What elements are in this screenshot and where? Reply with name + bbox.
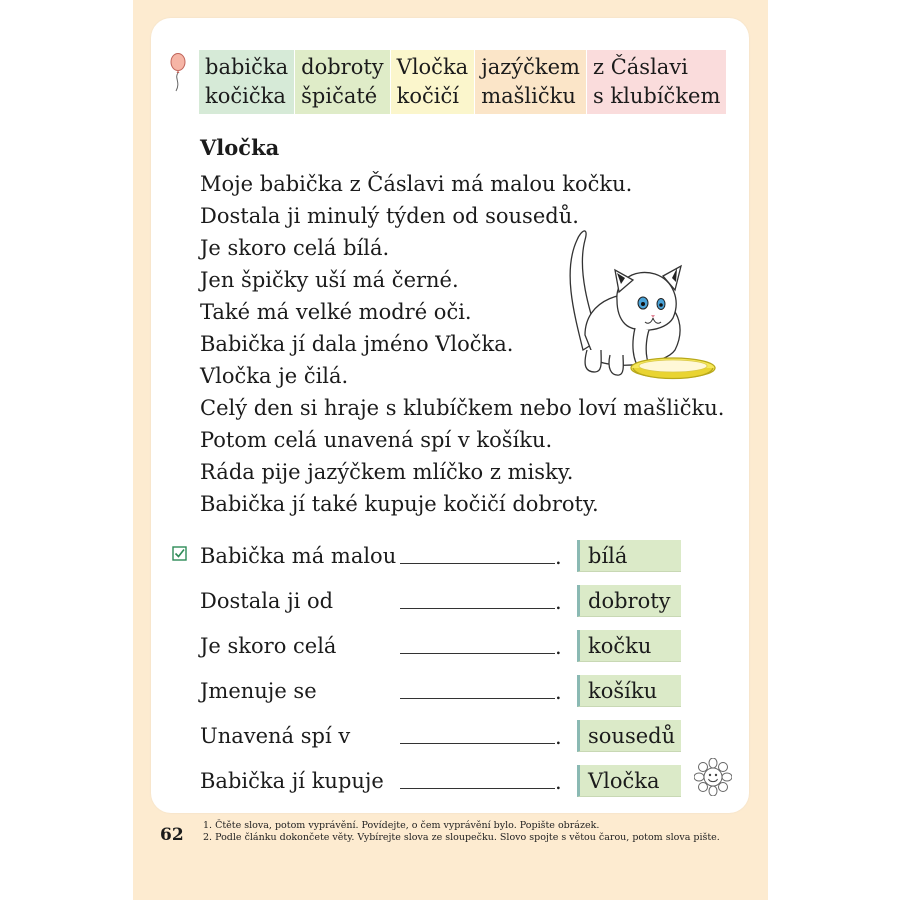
answer-blank[interactable] bbox=[400, 586, 562, 617]
answer-word[interactable]: kočku bbox=[577, 630, 681, 662]
blank-line[interactable] bbox=[400, 721, 555, 744]
word: špičaté bbox=[301, 84, 378, 108]
word: dobroty bbox=[301, 55, 384, 79]
answer-word[interactable]: bílá bbox=[577, 540, 681, 572]
instruction-line: 1. Čtěte slova, potom vyprávění. Povídejte, o čem vyprávění bylo. Popište obrázek. bbox=[203, 820, 600, 831]
blank-period: . bbox=[555, 590, 562, 614]
word-cell bbox=[199, 50, 294, 114]
page-number: 62 bbox=[160, 825, 184, 845]
word-cell bbox=[587, 50, 726, 114]
blank-line[interactable] bbox=[400, 766, 555, 789]
word: s klubíčkem bbox=[592, 84, 721, 108]
exercise-sentence: Babička jí kupuje bbox=[200, 769, 384, 793]
blank-line[interactable] bbox=[400, 586, 555, 609]
answer-word[interactable]: sousedů bbox=[577, 720, 681, 752]
checkbox-icon bbox=[172, 546, 187, 561]
blank-period: . bbox=[555, 725, 562, 749]
blank-line[interactable] bbox=[400, 631, 555, 654]
answer-blank[interactable] bbox=[400, 541, 562, 572]
answer-blank[interactable] bbox=[400, 721, 562, 752]
word: jazýčkem bbox=[481, 55, 580, 79]
blank-period: . bbox=[555, 770, 562, 794]
story-line: Ráda pije jazýčkem mlíčko z misky. bbox=[200, 460, 574, 484]
word-cell bbox=[295, 50, 390, 114]
story-line: Vločka je čilá. bbox=[200, 364, 349, 388]
story-title: Vločka bbox=[200, 135, 280, 160]
story-line: Babička jí dala jméno Vločka. bbox=[200, 332, 514, 356]
answer-blank[interactable] bbox=[400, 631, 562, 662]
story-line: Potom celá unavená spí v košíku. bbox=[200, 428, 553, 452]
story-line: Celý den si hraje s klubíčkem nebo loví mašličku. bbox=[200, 396, 725, 420]
answer-word[interactable]: košíku bbox=[577, 675, 681, 707]
word: z Čáslavi bbox=[592, 55, 688, 79]
answer-word[interactable]: dobroty bbox=[577, 585, 681, 617]
word: Vločka bbox=[396, 55, 469, 79]
exercise-sentence: Jmenuje se bbox=[200, 679, 317, 703]
word-table bbox=[199, 50, 727, 114]
word: kočička bbox=[205, 84, 286, 108]
word-cell bbox=[391, 50, 475, 114]
word: mašličku bbox=[481, 84, 576, 108]
blank-line[interactable] bbox=[400, 676, 555, 699]
exercise-sentence: Je skoro celá bbox=[200, 634, 337, 658]
answer-word[interactable]: Vločka bbox=[577, 765, 681, 797]
blank-line[interactable] bbox=[400, 541, 555, 564]
story-line: Moje babička z Čáslavi má malou kočku. bbox=[200, 172, 633, 196]
story-line: Je skoro celá bílá. bbox=[200, 236, 390, 260]
answer-blank[interactable] bbox=[400, 766, 562, 797]
answer-blank[interactable] bbox=[400, 676, 562, 707]
blank-period: . bbox=[555, 680, 562, 704]
cat-illustration bbox=[555, 200, 720, 390]
story-line: Babička jí také kupuje kočičí dobroty. bbox=[200, 492, 599, 516]
word: babička bbox=[205, 55, 289, 79]
word-cell bbox=[475, 50, 586, 114]
exercise-sentence: Unavená spí v bbox=[200, 724, 351, 748]
smiley-flower-icon bbox=[694, 758, 732, 796]
story-line: Dostala ji minulý týden od sousedů. bbox=[200, 204, 579, 228]
blank-period: . bbox=[555, 545, 562, 569]
instruction-line: 2. Podle článku dokončete věty. Vybírejte slova ze sloupečku. Slovo spojte s větou čarou, potom slova pište. bbox=[203, 832, 720, 843]
story-line: Také má velké modré oči. bbox=[200, 300, 472, 324]
blank-period: . bbox=[555, 635, 562, 659]
exercise-sentence: Babička má malou bbox=[200, 544, 397, 568]
story-line: Jen špičky uší má černé. bbox=[200, 268, 459, 292]
exercise-sentence: Dostala ji od bbox=[200, 589, 334, 613]
instructions bbox=[203, 820, 720, 844]
balloon-icon bbox=[168, 52, 188, 92]
word: kočičí bbox=[396, 84, 459, 108]
